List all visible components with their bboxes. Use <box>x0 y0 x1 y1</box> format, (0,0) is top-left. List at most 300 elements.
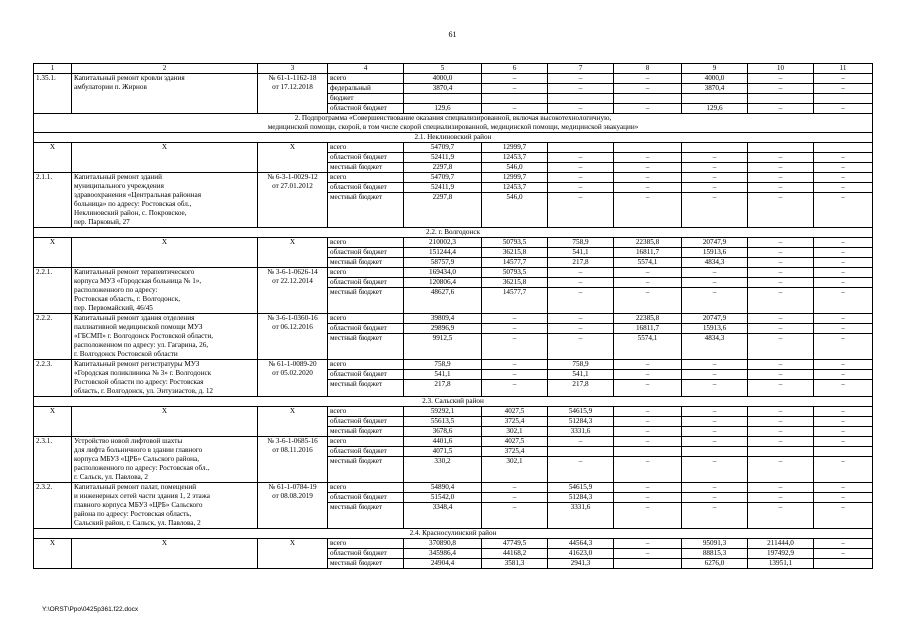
amount-value: 541,1 <box>404 369 481 379</box>
amount-value: 758,9 <box>572 360 589 368</box>
amount-column <box>404 437 482 483</box>
amount-value: 541,1 <box>548 369 613 379</box>
amount-value: – <box>682 456 747 466</box>
amount-value: – <box>614 152 681 162</box>
amount-column <box>404 483 482 529</box>
amount-column <box>404 74 482 114</box>
funding-source: областной бюджет <box>328 103 403 113</box>
amount-value: – <box>712 407 717 415</box>
funding-sources <box>328 437 404 483</box>
amount-column <box>814 539 873 569</box>
amount-value: 4027,5 <box>504 407 525 415</box>
amount-value: 24904,4 <box>404 558 481 568</box>
amount-value: 14577,7 <box>482 257 547 267</box>
amount-value: – <box>645 268 650 276</box>
amount-value: 2297,8 <box>404 162 481 172</box>
amount-value: – <box>548 323 613 333</box>
x-marker: X <box>34 407 72 437</box>
amount-value: – <box>814 257 872 267</box>
funding-source: областной бюджет <box>328 323 403 333</box>
x-marker: X <box>72 539 258 569</box>
amount-value: 129,6 <box>404 103 481 113</box>
x-marker: X <box>72 238 258 268</box>
amount-value: – <box>712 268 717 276</box>
funding-sources <box>328 173 404 228</box>
amount-value: – <box>748 492 813 502</box>
amount-value: – <box>712 360 717 368</box>
funding-sources <box>328 314 404 360</box>
amount-value: 44564,3 <box>568 539 593 547</box>
funding-sources <box>328 268 404 314</box>
amount-value: – <box>614 192 681 202</box>
amount-column <box>814 238 873 268</box>
item-document-line: от 08.08.2019 <box>272 492 313 500</box>
amount-value: 20747,9 <box>702 238 727 246</box>
amount-value: 51284,3 <box>548 492 613 502</box>
item-name <box>72 483 258 529</box>
amount-value: – <box>512 314 517 322</box>
amount-value: 217,8 <box>548 257 613 267</box>
amount-value: – <box>748 456 813 466</box>
item-document-line: от 08.11.2016 <box>272 446 313 454</box>
amount-value: – <box>814 103 872 113</box>
amount-value: – <box>645 360 650 368</box>
amount-column <box>614 268 682 314</box>
amount-value: 95091,3 <box>702 539 727 547</box>
amount-value: 50793,5 <box>502 268 527 276</box>
amount-value: 3331,6 <box>548 426 613 436</box>
amount-value: 3725,4 <box>482 446 547 456</box>
amount-value: 3678,6 <box>404 426 481 436</box>
amount-value: 4401,6 <box>432 437 453 445</box>
item-document-line: от 06.12.2016 <box>272 323 313 331</box>
item-name-line: «ГБСМП» г. Волгодонск Ростовской области, <box>74 332 214 340</box>
amount-value: – <box>814 192 872 202</box>
amount-value: – <box>814 162 872 172</box>
amount-column <box>814 360 873 397</box>
funding-sources <box>328 539 404 569</box>
funding-source: местный бюджет <box>328 287 403 297</box>
amount-value <box>548 446 613 456</box>
item-row <box>34 173 873 228</box>
amount-value: – <box>614 416 681 426</box>
amount-value: 41623,0 <box>548 548 613 558</box>
section-heading <box>34 397 873 407</box>
amount-column <box>814 143 873 173</box>
amount-value <box>482 93 547 103</box>
item-row <box>34 360 873 397</box>
amount-column <box>548 173 614 228</box>
amount-column <box>482 314 548 360</box>
funding-source: всего <box>330 437 347 445</box>
item-name-line: и инженерных сетей части здания 1, 2 этажа <box>74 492 210 500</box>
amount-value: – <box>682 502 747 512</box>
item-number: 2.1.1. <box>34 173 72 228</box>
amount-value: 47749,5 <box>502 539 527 547</box>
item-row <box>34 268 873 314</box>
amount-column <box>614 143 682 173</box>
amount-value <box>682 446 747 456</box>
section-heading <box>34 133 873 143</box>
funding-source: местный бюджет <box>328 426 403 436</box>
amount-value: – <box>814 426 872 436</box>
funding-source: местный бюджет <box>328 379 403 389</box>
amount-column <box>548 268 614 314</box>
amount-value: – <box>814 502 872 512</box>
item-name <box>72 173 258 228</box>
amount-value: 3581,3 <box>482 558 547 568</box>
amount-column <box>682 407 748 437</box>
amount-column <box>482 238 548 268</box>
amount-value: – <box>614 162 681 172</box>
funding-source: всего <box>330 268 347 276</box>
amount-value: – <box>778 437 783 445</box>
amount-value: – <box>682 277 747 287</box>
amount-value: – <box>614 379 681 389</box>
funding-source: областной бюджет <box>328 182 403 192</box>
amount-value: 5574,1 <box>614 333 681 343</box>
amount-value: – <box>614 277 681 287</box>
amount-value: – <box>614 492 681 502</box>
amount-value: – <box>748 323 813 333</box>
funding-sources <box>328 360 404 397</box>
amount-value: – <box>548 277 613 287</box>
amount-value: – <box>682 152 747 162</box>
amount-value: – <box>682 369 747 379</box>
amount-value: 120806,4 <box>404 277 481 287</box>
column-number-row <box>34 64 873 74</box>
column-number-cell: 2 <box>72 64 258 74</box>
amount-value: 52411,9 <box>404 152 481 162</box>
funding-source: местный бюджет <box>328 456 403 466</box>
amount-value: 4000,0 <box>704 74 725 82</box>
item-document-line: от 27.01.2012 <box>272 182 313 190</box>
item-name-line: область, г. Волгодонск, ул. Энтузиастов, д. 12 <box>74 387 214 395</box>
item-name-line: Капитальный ремонт регистратуры МУЗ <box>74 360 200 368</box>
amount-column <box>814 407 873 437</box>
column-number-cell: 7 <box>548 64 614 74</box>
amount-value <box>614 446 681 456</box>
item-document <box>258 437 328 483</box>
amount-column <box>748 238 814 268</box>
amount-column <box>482 143 548 173</box>
amount-value: 4000,0 <box>432 74 453 82</box>
amount-value: 16811,7 <box>614 247 681 257</box>
amount-value <box>616 143 679 152</box>
amount-column <box>404 360 482 397</box>
item-name <box>72 437 258 483</box>
amount-value: – <box>841 314 845 322</box>
amount-value: 12453,7 <box>482 152 547 162</box>
column-number-cell: 10 <box>748 64 814 74</box>
amount-value: 217,8 <box>548 379 613 389</box>
amount-value: – <box>841 539 845 547</box>
amount-value: 13951,1 <box>748 558 813 568</box>
amount-column <box>748 314 814 360</box>
amount-column <box>682 268 748 314</box>
amount-column <box>748 539 814 569</box>
amount-value: – <box>778 360 783 368</box>
amount-value: – <box>748 182 813 192</box>
section-heading-row <box>34 114 873 133</box>
column-number-cell: 8 <box>614 64 682 74</box>
amount-value: – <box>748 379 813 389</box>
amount-value: 14577,7 <box>482 287 547 297</box>
funding-source: всего <box>330 74 347 82</box>
amount-column <box>482 483 548 529</box>
x-marker: X <box>72 407 258 437</box>
amount-value: – <box>682 379 747 389</box>
amount-column <box>404 268 482 314</box>
funding-source: областной бюджет <box>328 277 403 287</box>
amount-value: – <box>614 287 681 297</box>
amount-value: 3870,4 <box>404 83 481 93</box>
amount-value: – <box>645 407 650 415</box>
section-heading-line: 2.1. Неклиновский район <box>414 133 492 141</box>
amount-column <box>748 143 814 173</box>
amount-value: – <box>814 323 872 333</box>
amount-value: 20747,9 <box>702 314 727 322</box>
amount-column <box>814 268 873 314</box>
amount-value <box>548 93 613 103</box>
amount-column <box>814 483 873 529</box>
amount-column <box>614 314 682 360</box>
amount-value: 54615,9 <box>568 407 593 415</box>
amount-value: – <box>778 483 783 491</box>
item-document-line: № 61-1-0784-19 <box>268 483 317 491</box>
amount-value: – <box>482 379 547 389</box>
amount-value: 151244,4 <box>404 247 481 257</box>
amount-value: – <box>548 333 613 343</box>
amount-column <box>404 143 482 173</box>
amount-value: 54890,4 <box>430 483 455 491</box>
item-name <box>72 74 258 114</box>
funding-source: областной бюджет <box>328 247 403 257</box>
amount-column <box>548 483 614 529</box>
item-document <box>258 74 328 114</box>
amount-value: – <box>778 407 783 415</box>
item-name-line: г. Сальск, ул. Павлова, 2 <box>74 473 148 481</box>
amount-value: – <box>778 238 783 246</box>
amount-column <box>682 74 748 114</box>
column-number-cell: 11 <box>814 64 873 74</box>
x-marker: X <box>72 143 258 173</box>
funding-source: всего <box>330 407 347 415</box>
amount-value: – <box>841 238 845 246</box>
item-document-line: от 05.02.2020 <box>272 369 313 377</box>
amount-value: – <box>645 539 650 547</box>
item-name-line: Неклиновский район, с. Покровское, <box>74 209 187 217</box>
amount-column <box>814 74 873 114</box>
amount-column <box>548 407 614 437</box>
amount-value: – <box>814 369 872 379</box>
item-name-line: больница» по адресу: Ростовская обл., <box>74 200 192 208</box>
amount-value: – <box>814 277 872 287</box>
amount-column <box>482 539 548 569</box>
amount-column <box>748 268 814 314</box>
funding-source: местный бюджет <box>328 257 403 267</box>
funding-source: местный бюджет <box>328 333 403 343</box>
amount-value: – <box>841 360 845 368</box>
item-name-line: Капитальный ремонт кровли здания <box>74 74 185 82</box>
amount-column <box>748 437 814 483</box>
amount-value: 345986,4 <box>404 548 481 558</box>
amount-value: 51542,0 <box>404 492 481 502</box>
amount-value: 6276,0 <box>682 558 747 568</box>
amount-column <box>482 268 548 314</box>
amount-value <box>816 143 870 152</box>
section-heading-line: 2. Подпрограмма «Совершенствование оказания специализированной, включая высокотехнологичную, <box>294 114 612 122</box>
amount-value: – <box>482 83 547 93</box>
funding-sources <box>328 143 404 173</box>
amount-value: 15913,6 <box>682 247 747 257</box>
section-heading-line: 2.2. г. Волгодонск <box>425 228 481 236</box>
funding-source: всего <box>330 143 347 151</box>
amount-value: – <box>578 314 583 322</box>
amount-value: – <box>748 162 813 172</box>
amount-value: – <box>841 483 845 491</box>
amount-value: – <box>614 426 681 436</box>
amount-value: – <box>841 74 845 82</box>
amount-value <box>814 93 872 103</box>
item-name <box>72 360 258 397</box>
item-name-line: расположенного по адресу: Ростовская обл., <box>74 464 210 472</box>
amount-value: 758,9 <box>434 360 451 368</box>
section-heading-row <box>34 529 873 539</box>
amount-value: – <box>645 437 650 445</box>
section-heading-row <box>34 397 873 407</box>
amount-column <box>748 360 814 397</box>
amount-value: 36215,8 <box>482 247 547 257</box>
amount-value: – <box>748 83 813 93</box>
amount-value: – <box>614 456 681 466</box>
amount-value <box>814 558 872 568</box>
amount-value: 29896,9 <box>404 323 481 333</box>
amount-value <box>550 143 611 152</box>
amount-column <box>748 173 814 228</box>
amount-value: – <box>748 333 813 343</box>
amount-value: 54709,7 <box>430 143 455 151</box>
item-number: 2.2.3. <box>34 360 72 397</box>
amount-value: 15913,6 <box>682 323 747 333</box>
item-document-line: № 3-6-1-0626-14 <box>267 268 318 276</box>
item-number: 2.2.2. <box>34 314 72 360</box>
amount-value: – <box>548 182 613 192</box>
item-name-line: Ростовская область, г. Волгодонск, <box>74 295 181 303</box>
amount-value: 302,1 <box>482 456 547 466</box>
funding-source: всего <box>330 483 347 491</box>
amount-column <box>482 74 548 114</box>
section-total-row <box>34 407 873 437</box>
amount-value: – <box>748 416 813 426</box>
amount-value: – <box>712 173 717 181</box>
amount-value: – <box>778 268 783 276</box>
amount-value: – <box>548 287 613 297</box>
amount-value: 4834,3 <box>682 257 747 267</box>
funding-source: всего <box>330 360 347 368</box>
item-name-line: района по адресу: Ростовская область, <box>74 510 192 518</box>
amount-value: 3725,4 <box>482 416 547 426</box>
funding-source: областной бюджет <box>328 369 403 379</box>
amount-value <box>404 93 481 103</box>
amount-value: – <box>748 502 813 512</box>
amount-value: – <box>482 492 547 502</box>
amount-value: – <box>748 287 813 297</box>
column-number-cell: 9 <box>682 64 748 74</box>
section-total-row <box>34 238 873 268</box>
funding-source: всего <box>330 238 347 246</box>
amount-column <box>614 407 682 437</box>
amount-value: – <box>748 277 813 287</box>
amount-value: 44168,2 <box>482 548 547 558</box>
amount-value: – <box>841 268 845 276</box>
amount-value: – <box>748 247 813 257</box>
amount-column <box>404 314 482 360</box>
amount-column <box>614 483 682 529</box>
item-name-line: для лифта больничного в здании главного <box>74 446 203 454</box>
amount-value: – <box>614 548 681 558</box>
amount-value: – <box>682 192 747 202</box>
amount-column <box>748 483 814 529</box>
amount-column <box>404 407 482 437</box>
item-name-line: корпуса МУЗ «Городская больница № 1», <box>74 277 202 285</box>
item-document-line: № 6-3-1-0029-12 <box>267 173 318 181</box>
amount-value: 48627,6 <box>404 287 481 297</box>
x-marker: X <box>34 143 72 173</box>
amount-value: – <box>512 74 517 82</box>
column-number-cell: 1 <box>34 64 72 74</box>
item-name-line: муниципального учреждения <box>74 182 164 190</box>
amount-value: – <box>841 407 845 415</box>
amount-value: 36215,8 <box>482 277 547 287</box>
amount-value: – <box>645 483 650 491</box>
funding-sources <box>328 483 404 529</box>
x-marker: X <box>258 407 328 437</box>
amount-column <box>614 74 682 114</box>
page-number: 61 <box>448 30 457 39</box>
amount-column <box>614 238 682 268</box>
amount-value: 129,6 <box>682 103 747 113</box>
column-number-cell: 4 <box>328 64 404 74</box>
amount-column <box>482 437 548 483</box>
amount-value: – <box>841 437 845 445</box>
item-row <box>34 74 873 114</box>
amount-value: – <box>548 152 613 162</box>
item-number: 2.3.1. <box>34 437 72 483</box>
amount-value <box>614 558 681 568</box>
amount-value: – <box>682 162 747 172</box>
amount-value: – <box>682 416 747 426</box>
item-document-line: № 61-1-0089-20 <box>268 360 317 368</box>
amount-value: – <box>841 173 845 181</box>
amount-value: 4027,5 <box>504 437 525 445</box>
funding-source: всего <box>330 314 347 322</box>
amount-value: 2941,3 <box>548 558 613 568</box>
amount-column <box>682 238 748 268</box>
section-heading-line: 2.3. Сальский район <box>422 397 484 405</box>
amount-value <box>814 446 872 456</box>
amount-value: 330,2 <box>404 456 481 466</box>
amount-value: 54709,7 <box>430 173 455 181</box>
amount-value: 12999,7 <box>502 143 527 151</box>
amount-value: – <box>712 483 717 491</box>
amount-column <box>682 360 748 397</box>
amount-value: – <box>814 182 872 192</box>
column-number-cell: 3 <box>258 64 328 74</box>
amount-value: – <box>814 416 872 426</box>
amount-value: – <box>548 83 613 93</box>
item-document <box>258 483 328 529</box>
